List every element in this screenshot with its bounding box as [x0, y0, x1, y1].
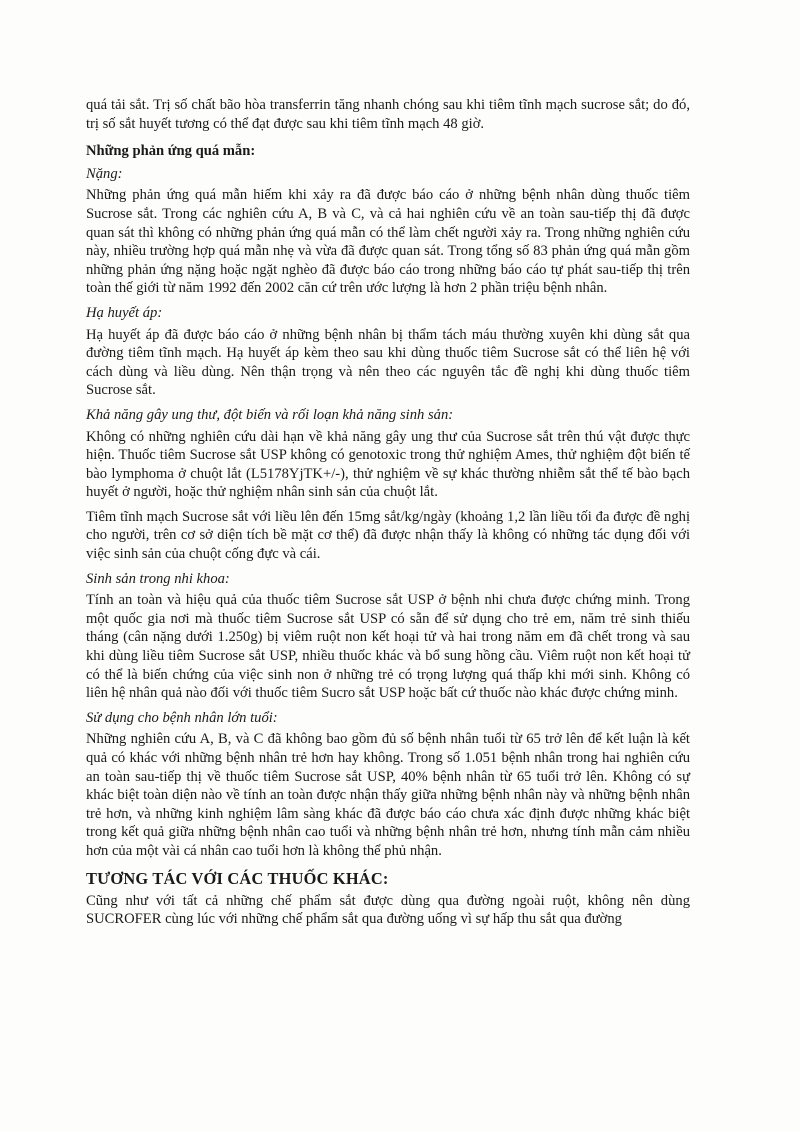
paragraph-intro: quá tải sắt. Trị số chất bão hòa transferrin tăng nhanh chóng sau khi tiêm tĩnh mạch sucrose sắt; do đó, trị số sắt huyết tương có thể đạt được sau khi tiêm tĩnh mạch 48 giờ.	[86, 97, 690, 132]
subheading-severe: Nặng:	[86, 165, 123, 182]
paragraph-geriatric: Những nghiên cứu A, B, và C đã không bao gồm đủ số bệnh nhân tuổi từ 65 trở lên để kết luận là kết quả có khác với những bệnh nhân trẻ hơn hay không. Trong số 1.051 bệnh nhân trong hai nghiên cứu an toàn sau-tiếp thị về thuốc tiêm Sucrose sắt USP, 40% bệnh nhân từ 65 tuổi trở lên. Không có sự khác biệt toàn diện nào về tính an toàn được nhận thấy giữa những bệnh nhân này và những bệnh nhân trẻ hơn, và những kinh nghiệm lâm sàng khác đã được báo cáo chưa xác định được những khác biệt trong kết quả giữa những bệnh nhân cao tuổi và những bệnh nhân trẻ hơn, nhưng tính mẫn cảm nhiều hơn của một vài cá nhân cao tuổi hơn là không thể phủ nhận.	[86, 731, 690, 859]
paragraph-carcinogenesis: Không có những nghiên cứu dài hạn về khả năng gây ung thư của Sucrose sắt trên thú vật được thực hiện. Thuốc tiêm Sucrose sắt USP không có genotoxic trong thử nghiệm Ames, thử nghiệm đột biến tế bào lymphoma ở chuột lắt (L5178YjTK+/-), thử nghiệm về sự khác thường nhiễm sắt thể tế bào bạch huyết ở người, hoặc thử nghiệm nhân sinh sản của chuột lắt.	[86, 428, 690, 501]
paragraph-pediatric: Tính an toàn và hiệu quả của thuốc tiêm Sucrose sắt USP ở bệnh nhi chưa được chứng minh. Trong một quốc gia nơi mà thuốc tiêm Sucrose sắt USP có sẵn để sử dụng cho trẻ em, năm trẻ sinh thiếu tháng (cân nặng dưới 1.250g) bị viêm ruột non kết hoại tử và hai trong năm em đã chết trong và sau khi dùng liều tiêm Sucrose sắt USP, nhiều thuốc khác và bổ sung hồng cầu. Viêm ruột non kết hoại tử có thể là biến chứng của việc sinh non ở những trẻ có trọng lượng quá thấp khi mới sinh. Không có liên hệ nhân quả nào đối với thuốc tiêm Sucro sắt USP hoặc bất cứ thuốc nào khác được chứng minh.	[86, 592, 690, 702]
paragraph-hypotension: Hạ huyết áp đã được báo cáo ở những bệnh nhân bị thẩm tách máu thường xuyên khi dùng sắt qua đường tiêm tĩnh mạch. Hạ huyết áp kèm theo sau khi dùng thuốc tiêm Sucrose sắt có thể liên hệ với cách dùng và liều dùng. Nên thận trọng và nên theo các nguyên tắc đề nghị khi dùng thuốc tiêm Sucrose sắt.	[86, 326, 690, 399]
paragraph-severe: Những phản ứng quá mẫn hiếm khi xảy ra đã được báo cáo ở những bệnh nhân dùng thuốc tiêm Sucrose sắt. Trong các nghiên cứu A, B và C, và cả hai nghiên cứu về an toàn sau-tiếp thị đã được quan sát thì không có những phản ứng quá mẫn có thể làm chết người xảy ra. Trong những nghiên cứu này, nhiều trường hợp quá mẫn nhẹ và vừa đã được quan sát. Trong tổng số 83 phản ứng quá mẫn gồm những phản ứng nặng hoặc ngặt nghèo đã được báo cáo trong những báo cáo tự phát sau-tiếp thị trên toàn thế giới từ năm 1992 đến 2002 căn cứ trên ước lượng là hơn 2 phần triệu bệnh nhân.	[86, 187, 690, 297]
subheading-geriatric: Sử dụng cho bệnh nhân lớn tuổi:	[86, 709, 278, 726]
subheading-pediatric: Sinh sản trong nhi khoa:	[86, 570, 230, 587]
heading-drug-interactions: TƯƠNG TÁC VỚI CÁC THUỐC KHÁC:	[86, 868, 389, 888]
paragraph-drug-interactions: Cũng như với tất cả những chế phẩm sắt được dùng qua đường ngoài ruột, không nên dùng SUCROFER cùng lúc với những chế phẩm sắt qua đường uống vì sự hấp thu sắt qua đường	[86, 892, 690, 928]
subheading-carcinogenesis: Khả năng gây ung thư, đột biến và rối loạn khả năng sinh sản:	[86, 406, 454, 423]
subheading-hypotension: Hạ huyết áp:	[86, 304, 163, 321]
heading-hypersensitivity: Những phản ứng quá mẫn:	[86, 143, 256, 160]
paragraph-fertility: Tiêm tĩnh mạch Sucrose sắt với liều lên đến 15mg sắt/kg/ngày (khoảng 1,2 lần liều tối đa được đề nghị cho người, trên cơ sở diện tích bề mặt cơ thể) đã được nhận thấy là không có những tác dụng đối với việc sinh sản của chuột cống đực và cái.	[86, 508, 690, 563]
